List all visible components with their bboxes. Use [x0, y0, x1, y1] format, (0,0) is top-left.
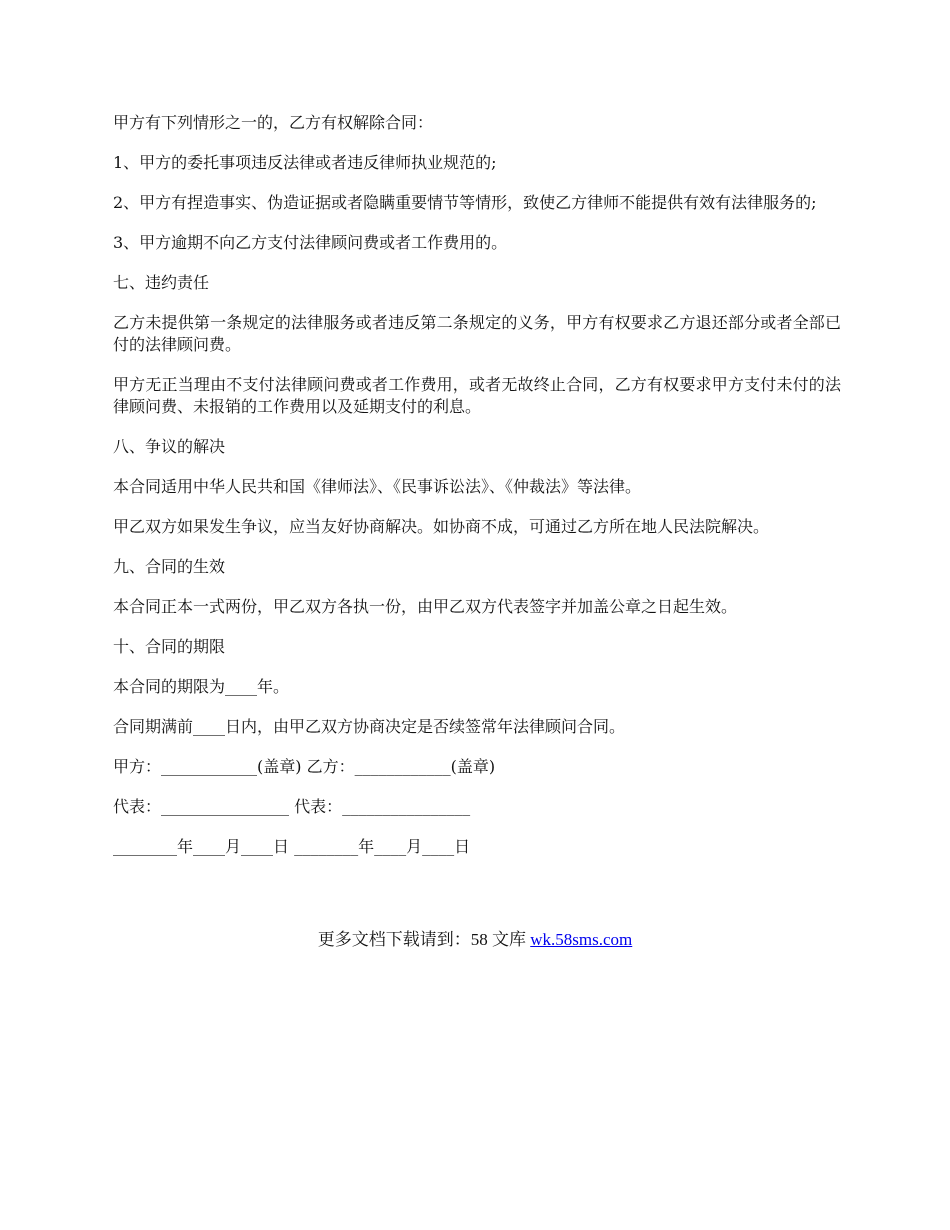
clause-applicable-law: 本合同适用中华人民共和国《律师法》、《民事诉讼法》、《仲裁法》等法律。	[113, 477, 642, 496]
footer-prefix-text: 更多文档下载请到：58 文库	[317, 930, 531, 949]
signature-representatives-line: 代表：________________ 代表：________________	[113, 797, 471, 816]
section-heading-breach: 七、违约责任	[113, 273, 210, 292]
clause-termination-item-1: 1、甲方的委托事项违反法律或者违反律师执业规范的;	[113, 153, 497, 172]
clause-renewal: 合同期满前____日内，由甲乙双方协商决定是否续签常年法律顾问合同。	[113, 717, 626, 736]
clause-termination-intro: 甲方有下列情形之一的，乙方有权解除合同：	[113, 113, 434, 132]
section-heading-term: 十、合同的期限	[113, 637, 226, 656]
clause-termination-item-3: 3、甲方逾期不向乙方支付法律顾问费或者工作费用的。	[113, 233, 508, 252]
clause-effect: 本合同正本一式两份，甲乙双方各执一份，由甲乙双方代表签字并加盖公章之日起生效。	[113, 597, 738, 616]
clause-breach-party-b: 乙方未提供第一条规定的法律服务或者违反第二条规定的义务，甲方有权要求乙方退还部分或者全部已付的法律顾问费。	[113, 313, 841, 354]
signature-parties-line: 甲方：____________(盖章) 乙方：____________(盖章)	[113, 757, 496, 776]
clause-breach-party-a: 甲方无正当理由不支付法律顾问费或者工作费用，或者无故终止合同，乙方有权要求甲方支付未付的法律顾问费、未报销的工作费用以及延期支付的利息。	[113, 375, 841, 416]
clause-term-length: 本合同的期限为____年。	[113, 677, 290, 696]
section-heading-dispute: 八、争议的解决	[113, 437, 226, 456]
document-body	[113, 112, 841, 876]
footer-site-link[interactable]: wk.58sms.com	[530, 930, 633, 949]
download-footer	[0, 929, 950, 951]
section-heading-effect: 九、合同的生效	[113, 557, 226, 576]
clause-termination-item-2: 2、甲方有捏造事实、伪造证据或者隐瞒重要情节等情形，致使乙方律师不能提供有效有法律服务的;	[113, 193, 817, 212]
signature-dates-line: ________年____月____日 ________年____月____日	[113, 837, 471, 856]
clause-dispute-resolution: 甲乙双方如果发生争议，应当友好协商解决。如协商不成，可通过乙方所在地人民法院解决。	[113, 517, 770, 536]
